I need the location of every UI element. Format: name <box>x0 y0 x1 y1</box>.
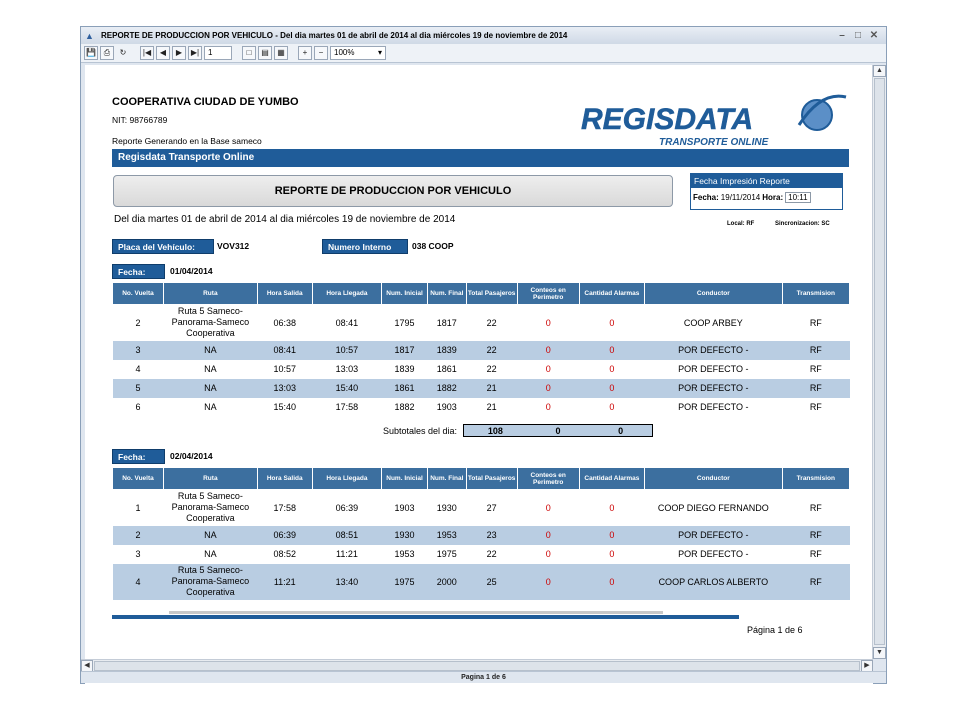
col-transmision: RF <box>782 379 849 398</box>
zoom-select[interactable]: 100% ▾ <box>330 46 386 60</box>
col-alarmas: 0 <box>579 305 644 341</box>
col-transmision: RF <box>782 341 849 360</box>
print-fecha-value: 19/11/2014 <box>720 193 761 202</box>
col-ruta: Ruta 5 Sameco-Panorama-Sameco Cooperativa <box>163 564 257 600</box>
app-icon: ▲ <box>85 30 94 41</box>
scroll-left-icon[interactable]: ◀ <box>81 660 93 672</box>
brand-bar: Regisdata Transporte Online <box>112 149 849 167</box>
next-page-icon[interactable]: ▶ <box>172 46 186 60</box>
col-vuelta: 6 <box>113 398 164 417</box>
table-row <box>113 341 850 360</box>
vertical-scroll-thumb[interactable] <box>874 78 885 645</box>
column-header-final: Num. Final <box>427 468 466 490</box>
scroll-right-icon[interactable]: ▶ <box>861 660 873 672</box>
col-alarmas: 0 <box>579 545 644 564</box>
table-header-row <box>113 283 850 305</box>
column-header-llegada: Hora Llegada <box>312 468 381 490</box>
col-conductor: COOP ARBEY <box>645 305 783 341</box>
table-header-row <box>113 468 850 490</box>
column-header-total: Total Pasajeros <box>466 468 517 490</box>
col-alarmas: 0 <box>579 398 644 417</box>
fecha-label-day1: Fecha: <box>112 264 165 279</box>
col-transmision: RF <box>782 360 849 379</box>
maximize-button[interactable]: □ <box>854 29 862 41</box>
save-icon[interactable]: 💾 <box>84 46 98 60</box>
table-row <box>113 564 850 600</box>
production-table-day2 <box>112 467 850 600</box>
scroll-up-icon[interactable]: ▲ <box>873 65 886 77</box>
col-salida: 06:38 <box>257 305 312 341</box>
report-viewer-window <box>80 26 887 684</box>
print-hora-value: 10:11 <box>785 192 810 203</box>
sync-label: Sincronizacion: SC <box>775 221 830 227</box>
first-page-icon[interactable]: |◀ <box>140 46 154 60</box>
col-total: 22 <box>466 360 517 379</box>
col-conteos: 0 <box>517 379 579 398</box>
subtotal-conteos: 0 <box>555 426 561 436</box>
table-row <box>113 360 850 379</box>
column-header-ruta: Ruta <box>163 468 257 490</box>
col-salida: 15:40 <box>257 398 312 417</box>
col-conteos: 0 <box>517 360 579 379</box>
col-alarmas: 0 <box>579 379 644 398</box>
col-final: 1930 <box>427 490 466 526</box>
col-conductor: COOP CARLOS ALBERTO <box>645 564 783 600</box>
single-page-icon[interactable]: ▤ <box>258 46 272 60</box>
col-transmision: RF <box>782 545 849 564</box>
col-final: 1861 <box>427 360 466 379</box>
col-alarmas: 0 <box>579 490 644 526</box>
col-total: 21 <box>466 379 517 398</box>
company-name: COOPERATIVA CIUDAD DE YUMBO <box>112 96 299 108</box>
subtotal-box <box>463 424 653 437</box>
column-header-alarmas: Cantidad Alarmas <box>579 468 644 490</box>
vertical-scrollbar[interactable] <box>872 65 886 659</box>
col-final: 1903 <box>427 398 466 417</box>
col-salida: 17:58 <box>257 490 312 526</box>
report-period: Del dia martes 01 de abril de 2014 al dia miércoles 19 de noviembre de 2014 <box>114 214 456 225</box>
col-llegada: 17:58 <box>312 398 381 417</box>
production-table-day1 <box>112 282 850 417</box>
status-bar: Pagina 1 de 6 <box>81 671 886 683</box>
column-header-vuelta: No. Vuelta <box>113 468 164 490</box>
zoom-in-icon[interactable]: + <box>298 46 312 60</box>
print-icon[interactable]: ⎙ <box>100 46 114 60</box>
col-transmision: RF <box>782 564 849 600</box>
print-date-box <box>690 173 843 210</box>
col-total: 23 <box>466 526 517 545</box>
report-page <box>85 65 873 685</box>
title-bar <box>81 27 886 44</box>
col-conductor: POR DEFECTO - <box>645 360 783 379</box>
col-vuelta: 4 <box>113 360 164 379</box>
report-base: Reporte Generando en la Base sameco <box>112 136 262 146</box>
col-transmision: RF <box>782 526 849 545</box>
col-salida: 10:57 <box>257 360 312 379</box>
placa-value: VOV312 <box>217 241 250 251</box>
col-vuelta: 5 <box>113 379 164 398</box>
interno-value: 038 COOP <box>412 241 454 251</box>
col-vuelta: 3 <box>113 341 164 360</box>
col-llegada: 08:41 <box>312 305 381 341</box>
prev-page-icon[interactable]: ◀ <box>156 46 170 60</box>
col-final: 1953 <box>427 526 466 545</box>
col-inicial: 1839 <box>382 360 428 379</box>
col-transmision: RF <box>782 490 849 526</box>
multi-page-icon[interactable]: ▦ <box>274 46 288 60</box>
col-total: 22 <box>466 545 517 564</box>
column-header-total: Total Pasajeros <box>466 283 517 305</box>
col-conductor: POR DEFECTO - <box>645 398 783 417</box>
table-row <box>113 379 850 398</box>
col-inicial: 1882 <box>382 398 428 417</box>
local-label: Local: RF <box>727 221 755 227</box>
col-ruta: NA <box>163 526 257 545</box>
chevron-down-icon: ▾ <box>377 48 382 57</box>
col-llegada: 10:57 <box>312 341 381 360</box>
col-llegada: 13:40 <box>312 564 381 600</box>
last-page-icon[interactable]: ▶| <box>188 46 202 60</box>
column-header-llegada: Hora Llegada <box>312 283 381 305</box>
col-ruta: NA <box>163 398 257 417</box>
col-conductor: POR DEFECTO - <box>645 379 783 398</box>
column-header-alarmas: Cantidad Alarmas <box>579 283 644 305</box>
col-transmision: RF <box>782 305 849 341</box>
table-row <box>113 398 850 417</box>
col-ruta: NA <box>163 545 257 564</box>
col-vuelta: 2 <box>113 526 164 545</box>
col-final: 1839 <box>427 341 466 360</box>
col-final: 1975 <box>427 545 466 564</box>
viewer-toolbar <box>81 44 886 63</box>
col-total: 27 <box>466 490 517 526</box>
col-inicial: 1953 <box>382 545 428 564</box>
col-total: 22 <box>466 305 517 341</box>
col-conteos: 0 <box>517 526 579 545</box>
col-llegada: 15:40 <box>312 379 381 398</box>
table-row <box>113 526 850 545</box>
col-ruta: Ruta 5 Sameco-Panorama-Sameco Cooperativa <box>163 490 257 526</box>
column-header-conductor: Conductor <box>645 283 783 305</box>
table-row <box>113 545 850 564</box>
col-conteos: 0 <box>517 398 579 417</box>
subtotal-label: Subtotales del dia: <box>383 426 458 436</box>
col-conteos: 0 <box>517 545 579 564</box>
table-row <box>113 490 850 526</box>
col-conteos: 0 <box>517 490 579 526</box>
col-alarmas: 0 <box>579 526 644 545</box>
col-conductor: COOP DIEGO FERNANDO <box>645 490 783 526</box>
col-ruta: NA <box>163 379 257 398</box>
horizontal-scroll-thumb[interactable] <box>94 661 860 671</box>
col-conductor: POR DEFECTO - <box>645 545 783 564</box>
zoom-out-icon[interactable]: − <box>314 46 328 60</box>
col-ruta: NA <box>163 360 257 379</box>
col-vuelta: 3 <box>113 545 164 564</box>
col-salida: 08:41 <box>257 341 312 360</box>
col-conductor: POR DEFECTO - <box>645 341 783 360</box>
col-total: 25 <box>466 564 517 600</box>
column-header-salida: Hora Salida <box>257 283 312 305</box>
col-inicial: 1861 <box>382 379 428 398</box>
col-inicial: 1795 <box>382 305 428 341</box>
fecha-value-day1: 01/04/2014 <box>170 266 213 276</box>
column-header-conteos: Conteos en Perimetro <box>517 468 579 490</box>
column-header-final: Num. Final <box>427 283 466 305</box>
col-vuelta: 2 <box>113 305 164 341</box>
table-row <box>113 305 850 341</box>
col-alarmas: 0 <box>579 564 644 600</box>
col-llegada: 06:39 <box>312 490 381 526</box>
svg-text:TRANSPORTE ONLINE: TRANSPORTE ONLINE <box>659 137 769 148</box>
col-final: 2000 <box>427 564 466 600</box>
col-alarmas: 0 <box>579 360 644 379</box>
footer-divider <box>169 611 663 614</box>
column-header-vuelta: No. Vuelta <box>113 283 164 305</box>
page-number-label: Página 1 de 6 <box>747 625 803 635</box>
print-hora-label: Hora: <box>762 193 784 202</box>
column-header-inicial: Num. Inicial <box>382 283 428 305</box>
scroll-down-icon[interactable]: ▼ <box>873 647 886 659</box>
window-title: REPORTE DE PRODUCCION POR VEHICULO - Del dia martes 01 de abril de 2014 al dia miércoles 19 de noviembre de 2014 <box>101 31 568 40</box>
col-llegada: 08:51 <box>312 526 381 545</box>
col-alarmas: 0 <box>579 341 644 360</box>
col-salida: 06:39 <box>257 526 312 545</box>
col-salida: 08:52 <box>257 545 312 564</box>
col-vuelta: 1 <box>113 490 164 526</box>
print-fecha-label: Fecha: <box>693 193 719 202</box>
regisdata-logo <box>581 91 851 153</box>
column-header-conductor: Conductor <box>645 468 783 490</box>
subtotal-pasajeros: 108 <box>487 426 503 436</box>
col-conteos: 0 <box>517 305 579 341</box>
col-llegada: 13:03 <box>312 360 381 379</box>
column-header-inicial: Num. Inicial <box>382 468 428 490</box>
fecha-label-day2: Fecha: <box>112 449 165 464</box>
placa-label: Placa del Vehículo: <box>112 239 214 254</box>
col-final: 1882 <box>427 379 466 398</box>
subtotal-alarmas: 0 <box>618 426 624 436</box>
report-title: REPORTE DE PRODUCCION POR VEHICULO <box>113 175 673 207</box>
company-nit: NIT: 98766789 <box>112 115 168 125</box>
col-conductor: POR DEFECTO - <box>645 526 783 545</box>
page-number-input[interactable]: 1 <box>204 46 232 60</box>
col-conteos: 0 <box>517 341 579 360</box>
col-conteos: 0 <box>517 564 579 600</box>
col-final: 1817 <box>427 305 466 341</box>
col-ruta: Ruta 5 Sameco-Panorama-Sameco Cooperativa <box>163 305 257 341</box>
col-vuelta: 4 <box>113 564 164 600</box>
col-salida: 11:21 <box>257 564 312 600</box>
col-transmision: RF <box>782 398 849 417</box>
footer-bar <box>112 615 739 619</box>
column-header-transmision: Transmision <box>782 468 849 490</box>
interno-label: Numero Interno <box>322 239 408 254</box>
page-setup-icon[interactable]: □ <box>242 46 256 60</box>
refresh-icon[interactable]: ↻ <box>119 48 127 57</box>
column-header-conteos: Conteos en Perimetro <box>517 283 579 305</box>
column-header-transmision: Transmision <box>782 283 849 305</box>
col-inicial: 1930 <box>382 526 428 545</box>
col-ruta: NA <box>163 341 257 360</box>
col-total: 22 <box>466 341 517 360</box>
svg-text:REGISDATA: REGISDATA <box>581 103 754 136</box>
col-inicial: 1975 <box>382 564 428 600</box>
column-header-ruta: Ruta <box>163 283 257 305</box>
fecha-value-day2: 02/04/2014 <box>170 451 213 461</box>
close-button[interactable]: ✕ <box>869 29 879 41</box>
col-inicial: 1903 <box>382 490 428 526</box>
col-inicial: 1817 <box>382 341 428 360</box>
col-total: 21 <box>466 398 517 417</box>
col-salida: 13:03 <box>257 379 312 398</box>
minimize-button[interactable]: – <box>839 29 845 41</box>
column-header-salida: Hora Salida <box>257 468 312 490</box>
col-llegada: 11:21 <box>312 545 381 564</box>
print-date-header: Fecha Impresión Reporte <box>691 174 842 188</box>
